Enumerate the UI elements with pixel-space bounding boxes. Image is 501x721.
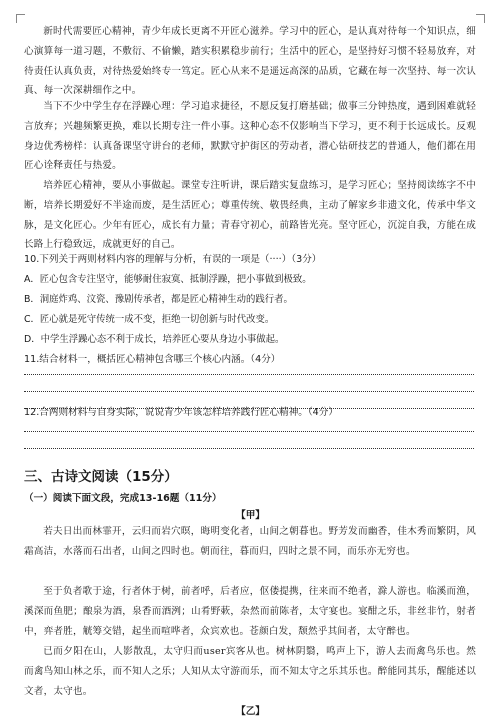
question-10-option-c: C．匠心就是死守传统一成不变，拒绝一切创新与时代改变。 <box>24 314 275 325</box>
answer-line[interactable] <box>24 374 474 375</box>
classical-paragraph-3: 已而夕阳在山，人影散乱，太守归而user宾客从也。树林阴翳，鸣声上下，游人去而禽鸟乐也。然而禽鸟知山林之乐，而不知人之乐；人知从太守游而乐，而不知太守之乐其乐也。醉能同其乐，醒能述以文者，太守也。 <box>24 646 476 697</box>
page-corner-mark <box>476 14 485 23</box>
question-10-option-b: B．洞庭炸鸡、汶瓷、豫剧传承者，都是匠心精神生动的践行者。 <box>24 294 293 305</box>
subsection-title: （一）阅读下面文段，完成13-16题（11分） <box>24 493 222 504</box>
question-10-option-d: D．中学生浮躁心态不利于成长，培养匠心要从身边小事做起。 <box>24 334 285 345</box>
answer-line[interactable] <box>24 448 474 449</box>
answer-line[interactable] <box>24 391 474 392</box>
passage-paragraph-3: 培养匠心精神，要从小事做起。课堂专注听讲，课后踏实复盘练习，是学习匠心；坚持阅读练字不中断，培养长期爱好不半途而废，是生活匠心；尊重传统、敬畏经典，主动了解家乡非遗文化，传承中华文脉，是文化匠心。少年有匠心，成长有力量；青春守初心，前路皆光亮。坚守匠心，沉淀自我，方能在成长路上行稳致远，成就更好的自己。 <box>24 180 476 251</box>
question-12-stem: 12.合两则材料与自身实际，说说青少年该怎样培养践行匠心精神。（4分） <box>24 407 338 418</box>
answer-line[interactable] <box>24 431 474 432</box>
text-jia-label: 【甲】 <box>236 510 265 521</box>
passage-paragraph-2: 当下不少中学生存在浮躁心理：学习追求捷径，不愿反复打磨基础；做事三分钟热度，遇到困难就轻言放弃；兴趣频繁更换，难以长期专注一件小事。这种心态不仅影响当下学习，更不利于长远成长。反观身边优秀榜样：认真备课坚守讲台的老师，默默守护街区的劳动者，潜心钻研技艺的普通人，他们都在用匠心诠释责任与热爱。 <box>24 101 476 172</box>
question-11-stem: 11.结合材料一，概括匠心精神包含哪三个核心内涵。（4分） <box>24 354 281 365</box>
passage-paragraph-1: 新时代需要匠心精神，青少年成长更离不开匠心滋养。学习中的匠心，是认真对待每一个知识点，细心演算每一道习题，不敷衍、不偷懒，踏实积累稳步前行；生活中的匠心，是坚持好习惯不轻易放弃，对待责任认真负责，对待热爱始终专一笃定。匠心从来不是遥远高深的品质，它藏在每一次坚持、每一次认真、每一次深耕细作之中。 <box>24 26 476 97</box>
classical-paragraph-1: 若夫日出而林霏开，云归而岩穴暝，晦明变化者，山间之朝暮也。野芳发而幽香，佳木秀而繁阴，风霜高洁，水落而石出者，山间之四时也。朝而往，暮而归，四时之景不同，而乐亦无穷也。 <box>24 526 476 557</box>
text-yi-label: 【乙】 <box>236 706 265 717</box>
section-title: 三、古诗文阅读（15分） <box>24 469 178 485</box>
classical-paragraph-2: 至于负者歌于途，行者休于树，前者呼，后者应，伛偻提携，往来而不绝者，滁人游也。临溪而渔，溪深而鱼肥；酿泉为酒，泉香而酒洌；山肴野蔌，杂然而前陈者，太守宴也。宴酣之乐，非丝非竹，射者中，弈者胜，觥筹交错，起坐而喧哗者，众宾欢也。苍颜白发，颓然乎其间者，太守醉也。 <box>24 586 476 637</box>
question-10-stem: 10.下列关于两则材料内容的理解与分析，有误的一项是（····）（3分） <box>24 254 322 265</box>
question-10-option-a: A．匠心包含专注坚守，能够耐住寂寞、抵制浮躁，把小事做到极致。 <box>24 274 312 285</box>
